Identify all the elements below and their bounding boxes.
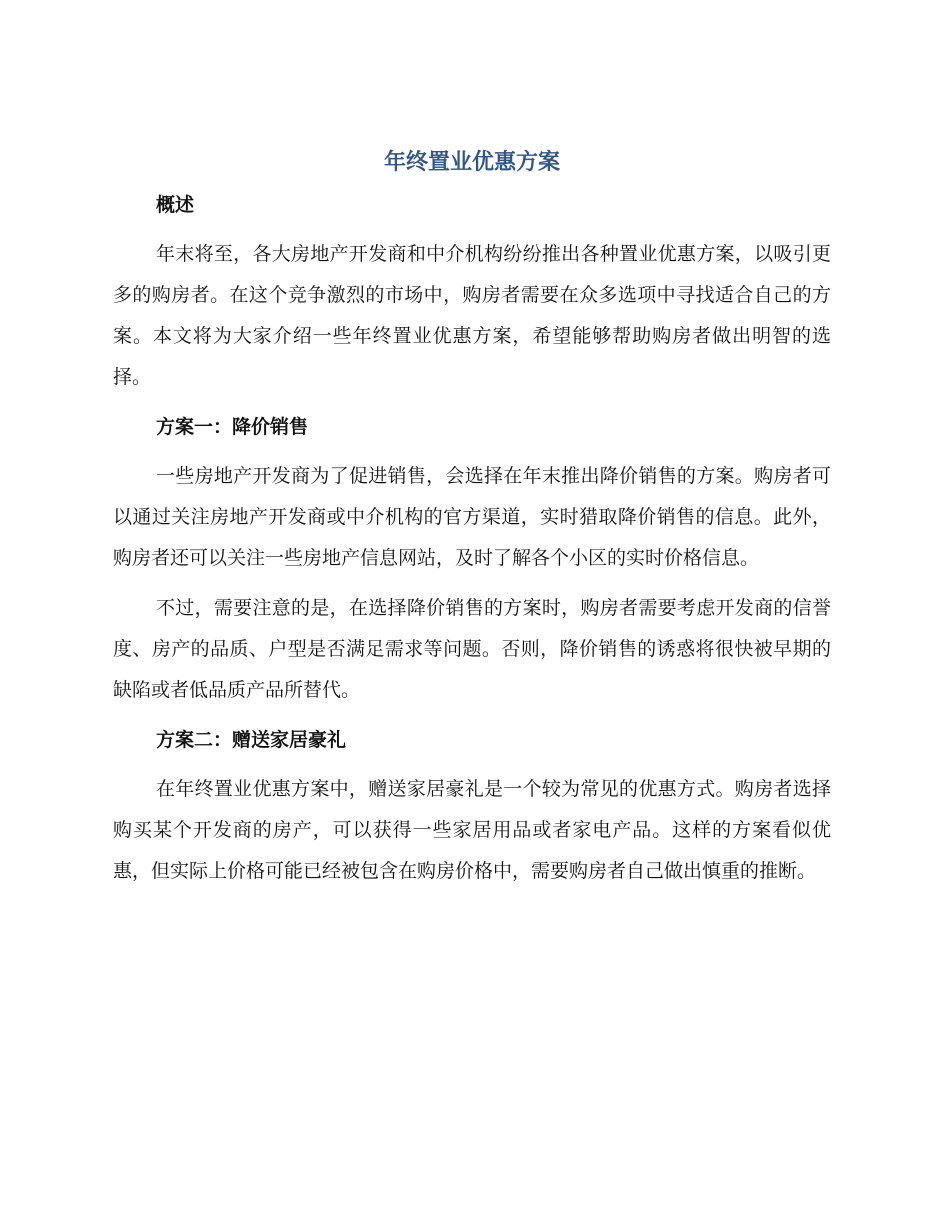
document-title: 年终置业优惠方案	[383, 150, 560, 175]
section-heading-plan-one: 方案一：降价销售	[156, 416, 309, 438]
paragraph: 年末将至，各大房地产开发商和中介机构纷纷推出各种置业优惠方案，以吸引更多的购房者。在这个竞争激烈的市场中，购房者需要在众多选项中寻找适合自己的方案。本文将为大家介绍一些年终置业优惠方案，希望能够帮助购房者做出明智的选择。	[113, 243, 831, 388]
section-heading-plan-two: 方案二：赠送家居豪礼	[156, 729, 347, 751]
paragraph: 在年终置业优惠方案中，赠送家居豪礼是一个较为常见的优惠方式。购房者选择购买某个开发商的房产，可以获得一些家居用品或者家电产品。这样的方案看似优惠，但实际上价格可能已经被包含在购房价格中，需要购房者自己做出慎重的推断。	[113, 778, 831, 882]
paragraph: 一些房地产开发商为了促进销售，会选择在年末推出降价销售的方案。购房者可以通过关注房地产开发商或中介机构的官方渠道，实时猎取降价销售的信息。此外，购房者还可以关注一些房地产信息网站，及时了解各个小区的实时价格信息。	[113, 465, 831, 569]
document-page	[113, 145, 831, 892]
section-heading-overview: 概述	[156, 194, 195, 216]
paragraph: 不过，需要注意的是，在选择降价销售的方案时，购房者需要考虑开发商的信誉度、房产的品质、户型是否满足需求等问题。否则，降价销售的诱惑将很快被早期的缺陷或者低品质产品所替代。	[113, 597, 831, 701]
